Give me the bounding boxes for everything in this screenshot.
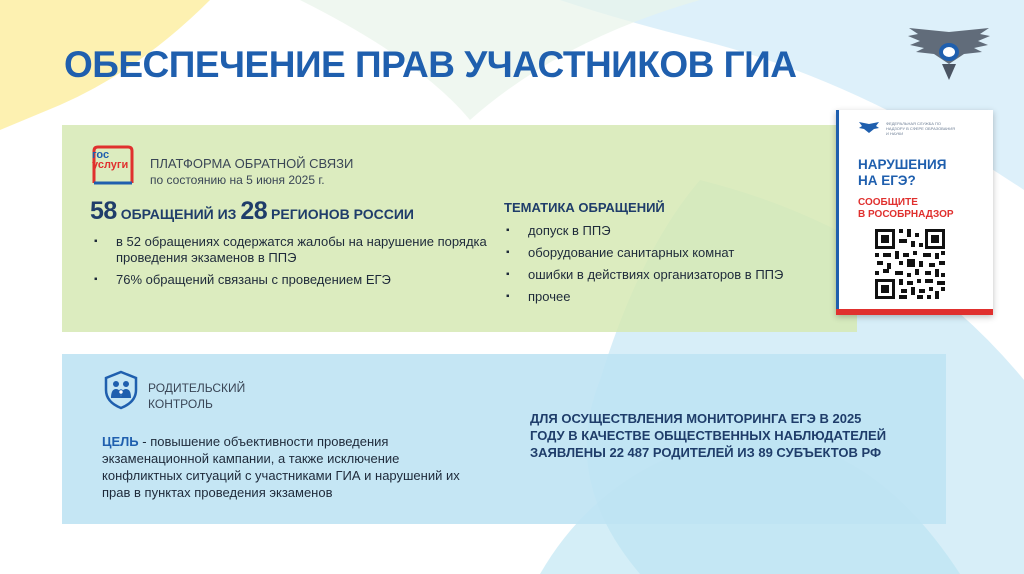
platform-date: по состоянию на 5 июня 2025 г. <box>150 173 325 187</box>
appeals-summary <box>90 197 414 226</box>
poster-org-name: ФЕДЕРАЛЬНАЯ СЛУЖБА ПО НАДЗОРУ В СФЕРЕ ОБРАЗОВАНИЯ И НАУКИ <box>886 121 956 136</box>
platform-caption <box>150 155 353 189</box>
poster-cta-line2: В РОСОБРНАДЗОР <box>858 209 954 220</box>
appeals-details-list <box>92 234 512 294</box>
goal-label: ЦЕЛЬ <box>102 434 139 449</box>
poster-headline-line1: НАРУШЕНИЯ <box>858 157 947 172</box>
goal-description: - повышение объективности проведения экзаменационной кампании, а также исключение конфликтных ситуаций с участниками ГИА и нарушений их прав в пунктах проведения экзаменов <box>102 434 460 500</box>
report-violations-poster <box>836 110 993 315</box>
poster-emblem-icon <box>858 121 880 137</box>
regions-label: РЕГИОНОВ РОССИИ <box>267 206 414 222</box>
gosuslugi-logo-top: гос <box>92 149 110 161</box>
topics-list <box>504 223 844 311</box>
poster-stripe <box>836 110 839 315</box>
platform-name: ПЛАТФОРМА ОБРАТНОЙ СВЯЗИ <box>150 156 354 171</box>
parent-control-label-line1: РОДИТЕЛЬСКИЙ <box>148 381 246 395</box>
parent-control-label <box>148 380 245 412</box>
gosuslugi-logo-text <box>92 150 136 170</box>
qr-code-icon[interactable] <box>873 227 947 301</box>
list-item: ▪ 76% обращений связаны с проведением ЕГЭ <box>92 272 512 288</box>
poster-headline-line2: НА ЕГЭ? <box>858 173 916 188</box>
parent-control-label-line2: КОНТРОЛЬ <box>148 397 213 411</box>
poster-cta <box>858 197 954 221</box>
list-item: ▪ оборудование санитарных комнат <box>504 245 844 261</box>
shield-family-icon <box>104 370 138 410</box>
list-item: ▪ в 52 обращениях содержатся жалобы на нарушение порядка проведения экзаменов в ППЭ <box>92 234 512 266</box>
appeals-label: ОБРАЩЕНИЙ ИЗ <box>116 206 241 222</box>
poster-headline <box>858 157 946 189</box>
regions-count: 28 <box>240 197 268 225</box>
list-item: ▪ прочее <box>504 289 844 305</box>
poster-cta-line1: СООБЩИТЕ <box>858 197 918 208</box>
list-item: ▪ допуск в ППЭ <box>504 223 844 239</box>
monitoring-statement: ДЛЯ ОСУЩЕСТВЛЕНИЯ МОНИТОРИНГА ЕГЭ В 2025 ГОДУ В КАЧЕСТВЕ ОБЩЕСТВЕННЫХ НАБЛЮДАТЕЛЕЙ ЗАЯВЛЕНЫ 22 487 РОДИТЕЛЕЙ ИЗ 89 СУБЪЕКТОВ РФ <box>530 411 887 460</box>
rosobrnadzor-emblem-icon <box>904 24 994 84</box>
slide-title: ОБЕСПЕЧЕНИЕ ПРАВ УЧАСТНИКОВ ГИА <box>64 44 797 85</box>
topics-heading: ТЕМАТИКА ОБРАЩЕНИЙ <box>504 200 665 215</box>
appeals-count: 58 <box>90 197 117 225</box>
gosuslugi-logo-bottom: услуги <box>92 159 129 171</box>
goal-text <box>102 433 482 501</box>
poster-bottom-stripe <box>836 309 993 315</box>
list-item: ▪ ошибки в действиях организаторов в ППЭ <box>504 267 844 283</box>
